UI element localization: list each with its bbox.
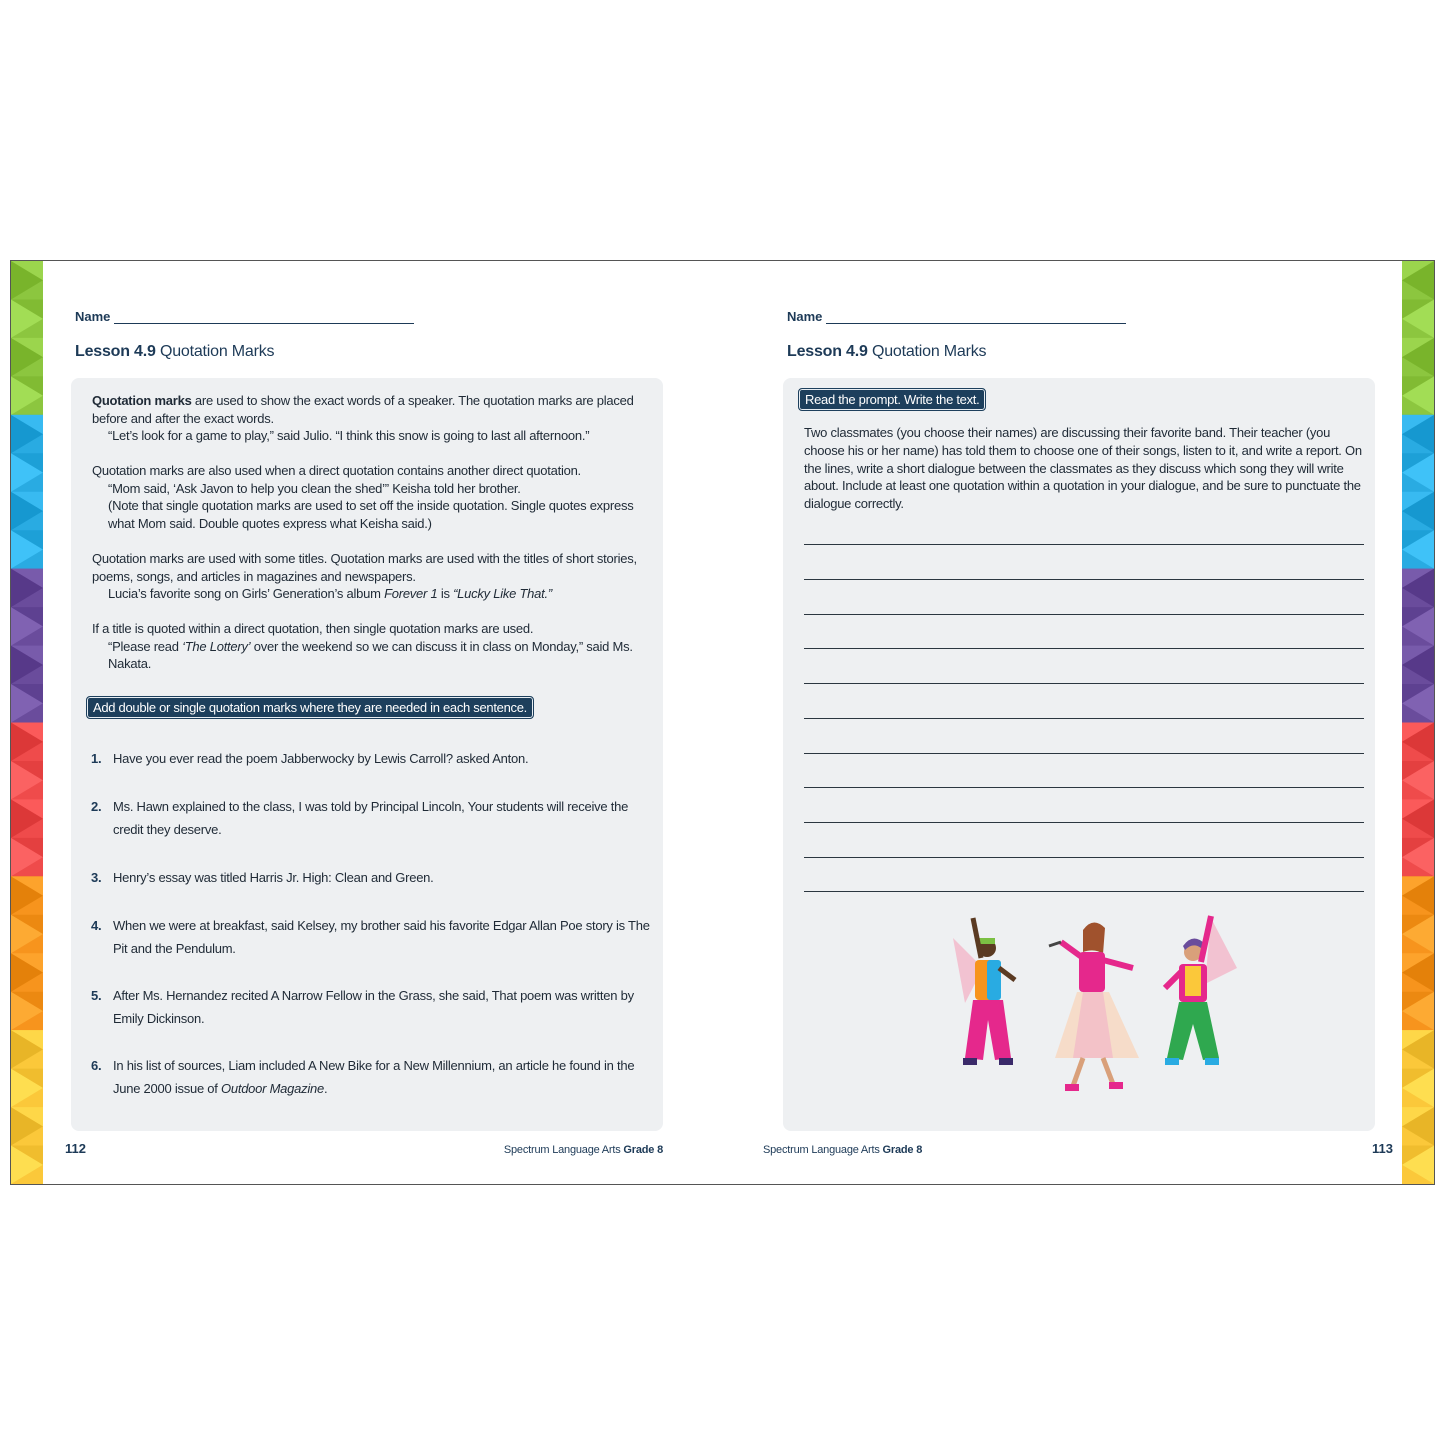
writing-panel: [783, 378, 1375, 1131]
exercise-item-2[interactable]: 2. Ms. Hawn explained to the class, I was told by Principal Lincoln, Your students will receive the credit they deserve.: [91, 799, 629, 837]
right-color-edge-strip: [1402, 261, 1434, 1184]
name-label: Name: [787, 309, 823, 324]
name-field: [75, 309, 414, 324]
dancer-center-illustration: [1049, 922, 1139, 1091]
exercise-item-6[interactable]: 6. In his list of sources, Liam included A New Bike for a New Millennium, an article he found in the June 2000 issue of Outdoor Magazine.: [91, 1058, 635, 1096]
write-line[interactable]: [804, 683, 1364, 684]
exercise-item-1[interactable]: 1. Have you ever read the poem Jabberwocky by Lewis Carroll? asked Anton.: [91, 751, 529, 766]
example-2: “Mom said, ‘Ask Javon to help you clean the shed’” Keisha told her brother.: [108, 480, 521, 496]
write-line[interactable]: [804, 579, 1364, 580]
left-page: [43, 261, 723, 1184]
page-number: 113: [1372, 1141, 1393, 1156]
rule-paragraph-1: Quotation marks are used to show the exact words of a speaker. The quotation marks are placed before and after the exact words. “Let’s look for a game to play,” said Julio. “I think this snow is going to last all afternoon.”: [92, 392, 637, 445]
lesson-topic: Quotation Marks: [159, 343, 275, 360]
example-2-note: (Note that single quotation marks are used to set off the inside quotation. Single quotes express what Mom said. Double quotes express what Keisha said.): [108, 498, 634, 531]
write-line[interactable]: [804, 718, 1364, 719]
lesson-title: [75, 343, 274, 361]
lesson-number: Lesson 4.9: [787, 343, 868, 360]
right-page: [723, 261, 1403, 1184]
writing-prompt: Two classmates (you choose their names) are discussing their favorite band. Their teacher (you choose his or her name) has told them to choose one of their songs, listen to it, and write a report. On the lines, write a short dialogue between the classmates as they discuss which song they will write about. Include at least one quotation within a quotation in your dialogue, and be sure to punctuate the dialogue correctly.: [804, 425, 1362, 512]
name-field: [787, 309, 1126, 324]
write-line[interactable]: [804, 891, 1364, 892]
exercise-item-3[interactable]: 3. Henry’s essay was titled Harris Jr. High: Clean and Green.: [91, 870, 434, 885]
write-line[interactable]: [804, 614, 1364, 615]
lesson-explanation: [92, 392, 637, 690]
rule-paragraph-4: If a title is quoted within a direct quotation, then single quotation marks are used. “Please read ‘The Lottery’ over the weekend so we can discuss it in class on Monday,” said Ms. Nakata.: [92, 620, 637, 673]
write-line[interactable]: [804, 822, 1364, 823]
lesson-number: Lesson 4.9: [75, 343, 156, 360]
dancers-illustration: [943, 908, 1243, 1108]
workbook-spread: [10, 260, 1435, 1185]
name-write-line[interactable]: [826, 310, 1126, 324]
write-line[interactable]: [804, 648, 1364, 649]
page-number: 112: [65, 1141, 86, 1156]
name-write-line[interactable]: [114, 310, 414, 324]
exercise-item-4[interactable]: 4. When we were at breakfast, said Kelsey, my brother said his favorite Edgar Allan Poe story is The Pit and the Pendulum.: [91, 918, 650, 956]
rule-paragraph-3: Quotation marks are used with some titles. Quotation marks are used with the titles of short stories, poems, songs, and articles in magazines and newspapers. Lucia’s favorite song on Girls’ Generation’s album Forever 1 is “Lucky Like That.”: [92, 550, 637, 602]
example-4: “Please read ‘The Lottery’ over the weekend so we can discuss it in class on Monday,” said Ms. Nakata.: [108, 638, 633, 672]
writing-instruction: Read the prompt. Write the text.: [798, 388, 986, 411]
write-line[interactable]: [804, 857, 1364, 858]
lesson-panel: [71, 378, 663, 1131]
footer-series-title: Spectrum Language Arts Grade 8: [503, 1144, 663, 1156]
example-3: Lucia’s favorite song on Girls’ Generation’s album Forever 1 is “Lucky Like That.”: [108, 586, 552, 602]
write-line[interactable]: [804, 753, 1364, 754]
write-line[interactable]: [804, 787, 1364, 788]
exercise-instruction: Add double or single quotation marks where they are needed in each sentence.: [86, 696, 534, 719]
key-term: Quotation marks: [92, 393, 192, 408]
lesson-title: [787, 343, 986, 361]
write-line[interactable]: [804, 544, 1364, 545]
dancer-left-illustration: [953, 918, 1015, 1065]
rule-paragraph-2: Quotation marks are also used when a direct quotation contains another direct quotation. “Mom said, ‘Ask Javon to help you clean the shed’” Keisha told her brother. (Note that single quotation marks are used to set off the inside quotation. Single quotes express what Mom said. Double quotes express what Keisha said.): [92, 462, 637, 532]
name-label: Name: [75, 309, 111, 324]
exercise-item-5[interactable]: 5. After Ms. Hernandez recited A Narrow Fellow in the Grass, she said, That poem was written by Emily Dickinson.: [91, 988, 634, 1026]
example-1: “Let’s look for a game to play,” said Julio. “I think this snow is going to last all afternoon.”: [108, 428, 590, 444]
footer-series-title: Spectrum Language Arts Grade 8: [763, 1144, 923, 1156]
left-color-edge-strip: [11, 261, 43, 1184]
dancer-right-illustration: [1165, 916, 1237, 1065]
lesson-topic: Quotation Marks: [871, 343, 987, 360]
